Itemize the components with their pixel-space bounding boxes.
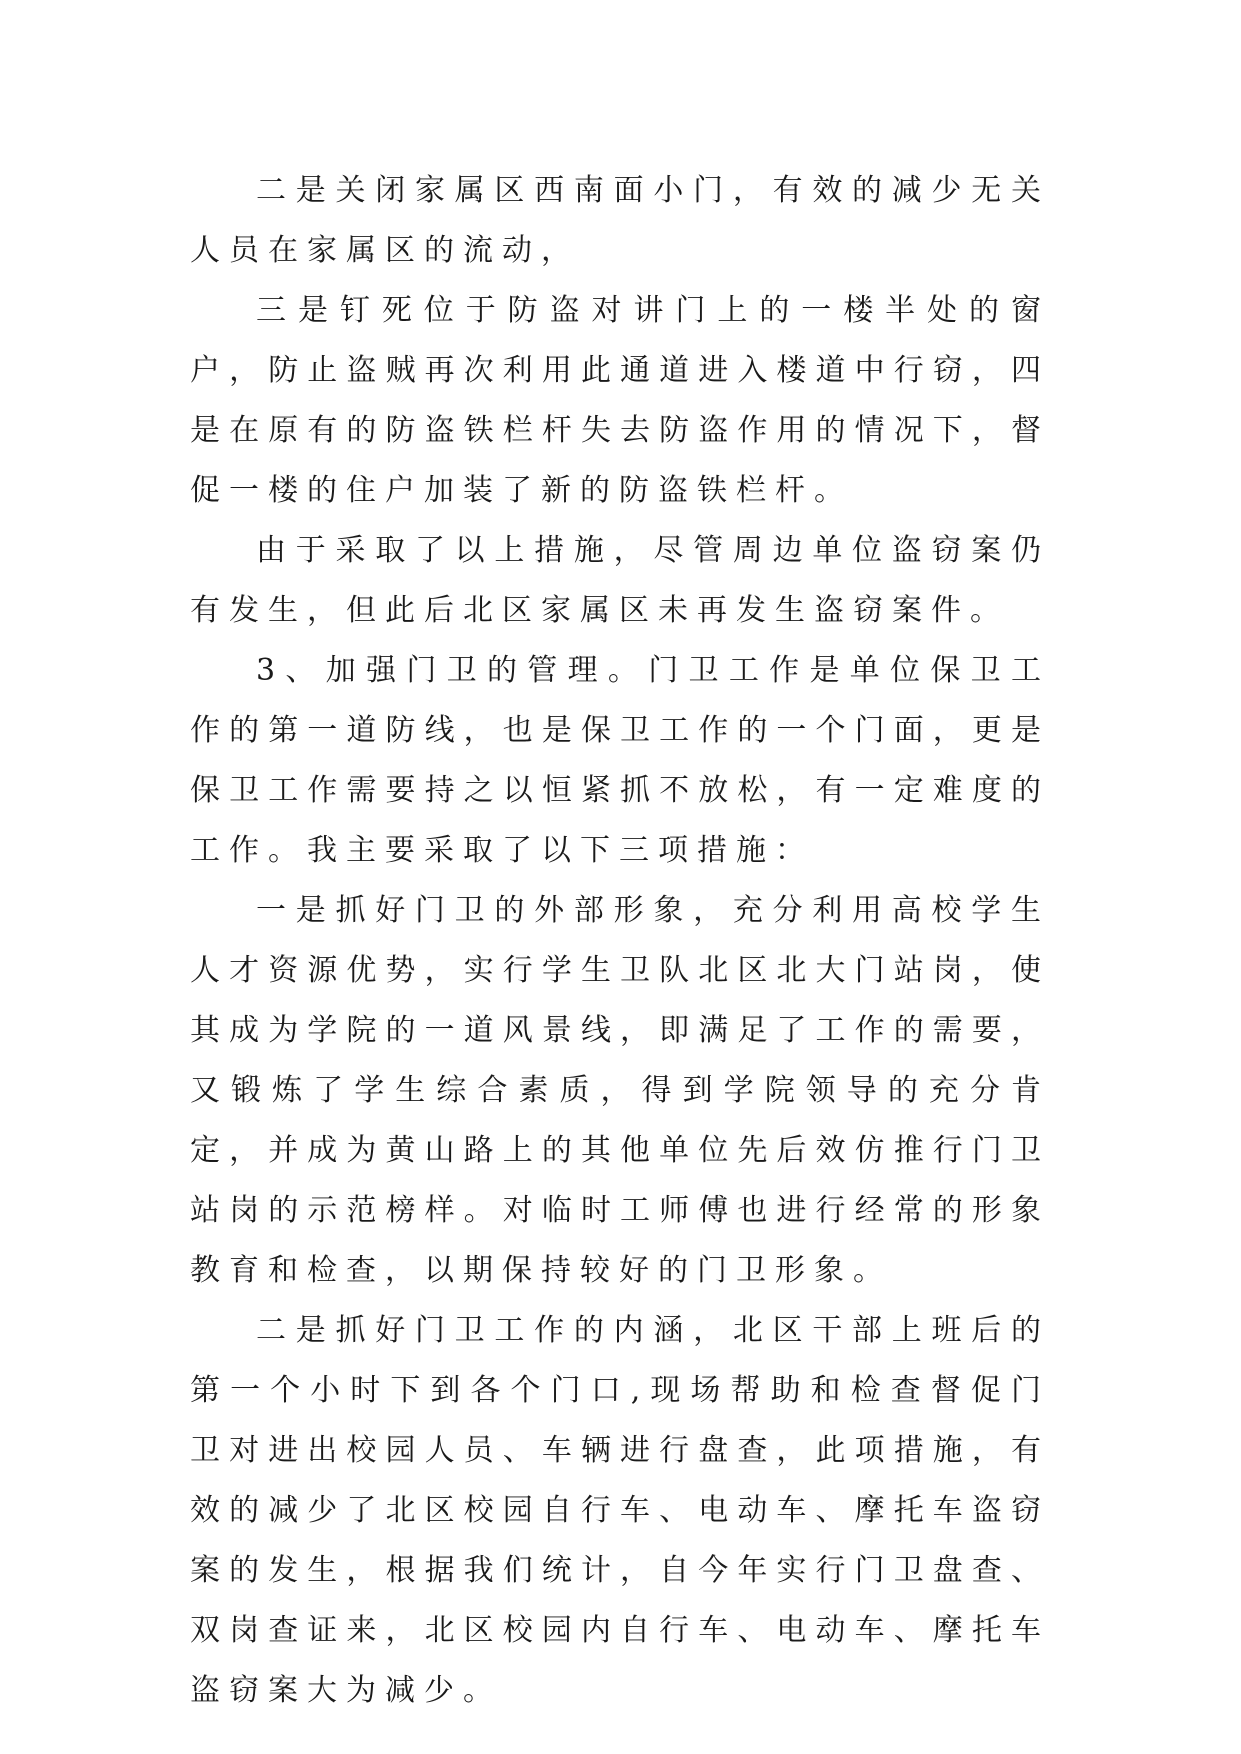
paragraph-measures-result: 由于采取了以上措施，尽管周边单位盗窃案仍有发生，但此后北区家属区未再发生盗窃案件。 [190, 533, 1050, 628]
paragraph-gate-image: 一是抓好门卫的外部形象，充分利用高校学生人才资源优势，实行学生卫队北区北大门站岗，使其成为学院的一道风景线，即满足了工作的需要，又锻炼了学生综合素质，得到学院领导的充分肯定，并成为黄山路上的其他单位先后效仿推行门卫站岗的示范榜样。对临时工师傅也进行经常的形象教育和检查，以期保持较好的门卫形象。 [190, 893, 1050, 1288]
paragraph-close-south-gate: 二是关闭家属区西南面小门，有效的减少无关人员在家属区的流动， [190, 173, 1050, 268]
document-body [190, 161, 1050, 1721]
paragraph-nail-windows: 三是钉死位于防盗对讲门上的一楼半处的窗户，防止盗贼再次利用此通道进入楼道中行窃，四是在原有的防盗铁栏杆失去防盗作用的情况下，督促一楼的住户加装了新的防盗铁栏杆。 [190, 293, 1050, 508]
paragraph-gate-management: 3、加强门卫的管理。门卫工作是单位保卫工作的第一道防线，也是保卫工作的一个门面，更是保卫工作需要持之以恒紧抓不放松，有一定难度的工作。我主要采取了以下三项措施： [190, 653, 1050, 868]
paragraph-gate-content: 二是抓好门卫工作的内涵，北区干部上班后的第一个小时下到各个门口,现场帮助和检查督促门卫对进出校园人员、车辆进行盘查，此项措施，有效的减少了北区校园自行车、电动车、摩托车盗窃案的发生，根据我们统计，自今年实行门卫盘查、双岗查证来，北区校园内自行车、电动车、摩托车盗窃案大为减少。 [190, 1313, 1050, 1708]
